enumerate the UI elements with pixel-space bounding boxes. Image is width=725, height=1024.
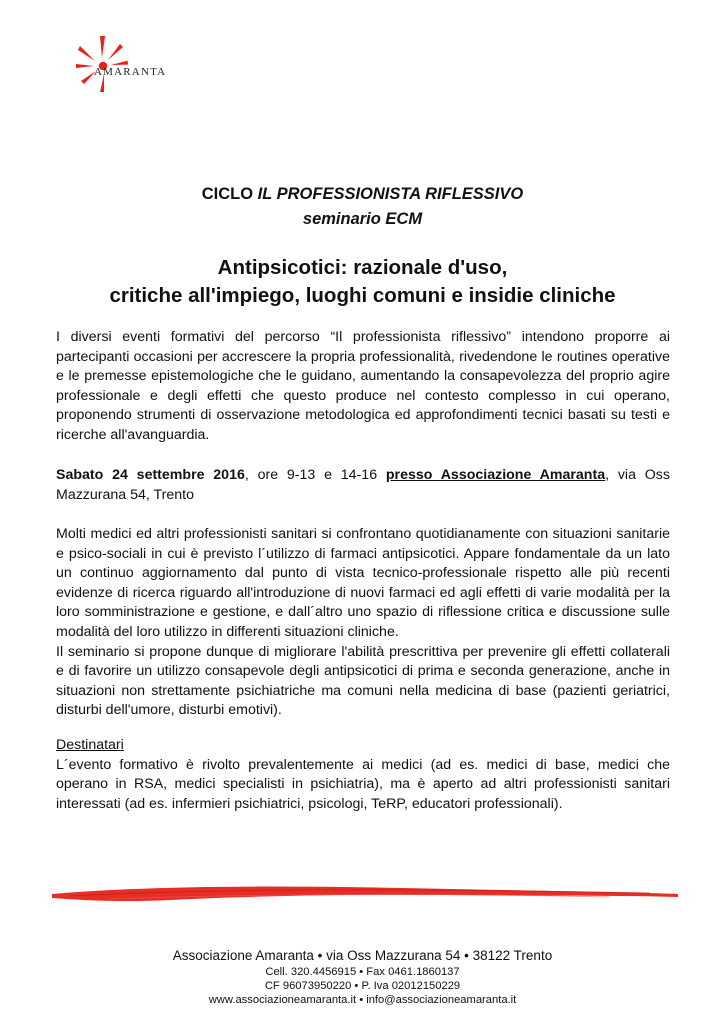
event-venue: presso Associazione Amaranta — [385, 467, 606, 483]
footer-phone-fax: Cell. 320.4456915 • Fax 0461.1860137 — [265, 966, 460, 978]
event-address: , via Oss Mazzurana 54, Trento — [56, 467, 670, 503]
footer-tax-codes: CF 96073950220 • P. Iva 02012150229 — [264, 980, 461, 992]
footer-address: Associazione Amaranta • via Oss Mazzurana 54 • 38122 Trento — [172, 948, 553, 963]
footer-web-email: www.associazioneamaranta.it • info@associazioneamaranta.it — [208, 994, 517, 1006]
intro-paragraph: I diversi eventi formativi del percorso “Il professionista riflessivo” intendono proporre ai partecipanti occasioni per accrescere la propria professionalità, rivedendone le routines operative e le premesse epistemologiche che le guidano, aumentando la consapevolezza del proprio agire professionale e degli effetti che questo produce nel contesto complesso in cui operano, proponendo strumenti di osservazione metodologica ed approfondimenti tecnici basati su testi e ricerche all'avanguardia. — [56, 329, 670, 443]
body-section — [56, 525, 670, 721]
document-title-line-2: critiche all'impiego, luoghi comuni e insidie cliniche — [109, 284, 616, 307]
audience-section — [56, 736, 670, 814]
event-time: , ore 9-13 e 14-16 — [244, 467, 386, 483]
amaranta-logo-mark — [58, 30, 208, 100]
body-paragraph-2: Il seminario si propone dunque di migliorare l'abilità prescrittiva per prevenire gli effetti collaterali e di favorire un utilizzo consapevole degli antipsicotici di prima e seconda generazione, anche in situazioni non strettamente psichiatriche ma comuni nella medicina di base (pazienti geriatrici, disturbi dell'umore, disturbi emotivi). — [56, 643, 670, 719]
event-date: Sabato 24 settembre 2016 — [56, 467, 245, 483]
series-title: CICLO IL PROFESSIONISTA RIFLESSIVO — [201, 185, 524, 203]
event-details — [56, 466, 670, 505]
logo-wordmark: AMARANTA — [94, 66, 167, 78]
document-title-line-1: Antipsicotici: razionale d'uso, — [217, 256, 508, 279]
body-paragraph-1: Molti medici ed altri professionisti sanitari si confrontano quotidianamente con situazioni sanitarie e psico-sociali in cui è previsto l´utilizzo di farmaci antipsicotici. Appare fondamentale da un lato un continuo aggiornamento dal punto di vista tecnico-professionale rispetto alle più recenti evidenze di ricerca riguardo all'introduzione di nuovi farmaci ed agli effetti di varie modalità per la loro somministrazione e gestione, e dall´altro uno spazio di riflessione critica e discussione sulle modalità del loro utilizzo in differenti situazioni cliniche. — [56, 526, 670, 640]
red-brush-stroke — [50, 880, 680, 910]
audience-text: L´evento formativo è rivolto prevalentemente ai medici (ad es. medici di base, medici che operano in RSA, medici specialisti in psichiatria), ma è aperto ad altri professionisti sanitari interessati (ad es. infermieri psichiatrici, psicologi, TeRP, educatori professionali). — [56, 756, 670, 812]
seminar-type: seminario ECM — [302, 210, 423, 228]
audience-heading: Destinatari — [56, 737, 124, 753]
